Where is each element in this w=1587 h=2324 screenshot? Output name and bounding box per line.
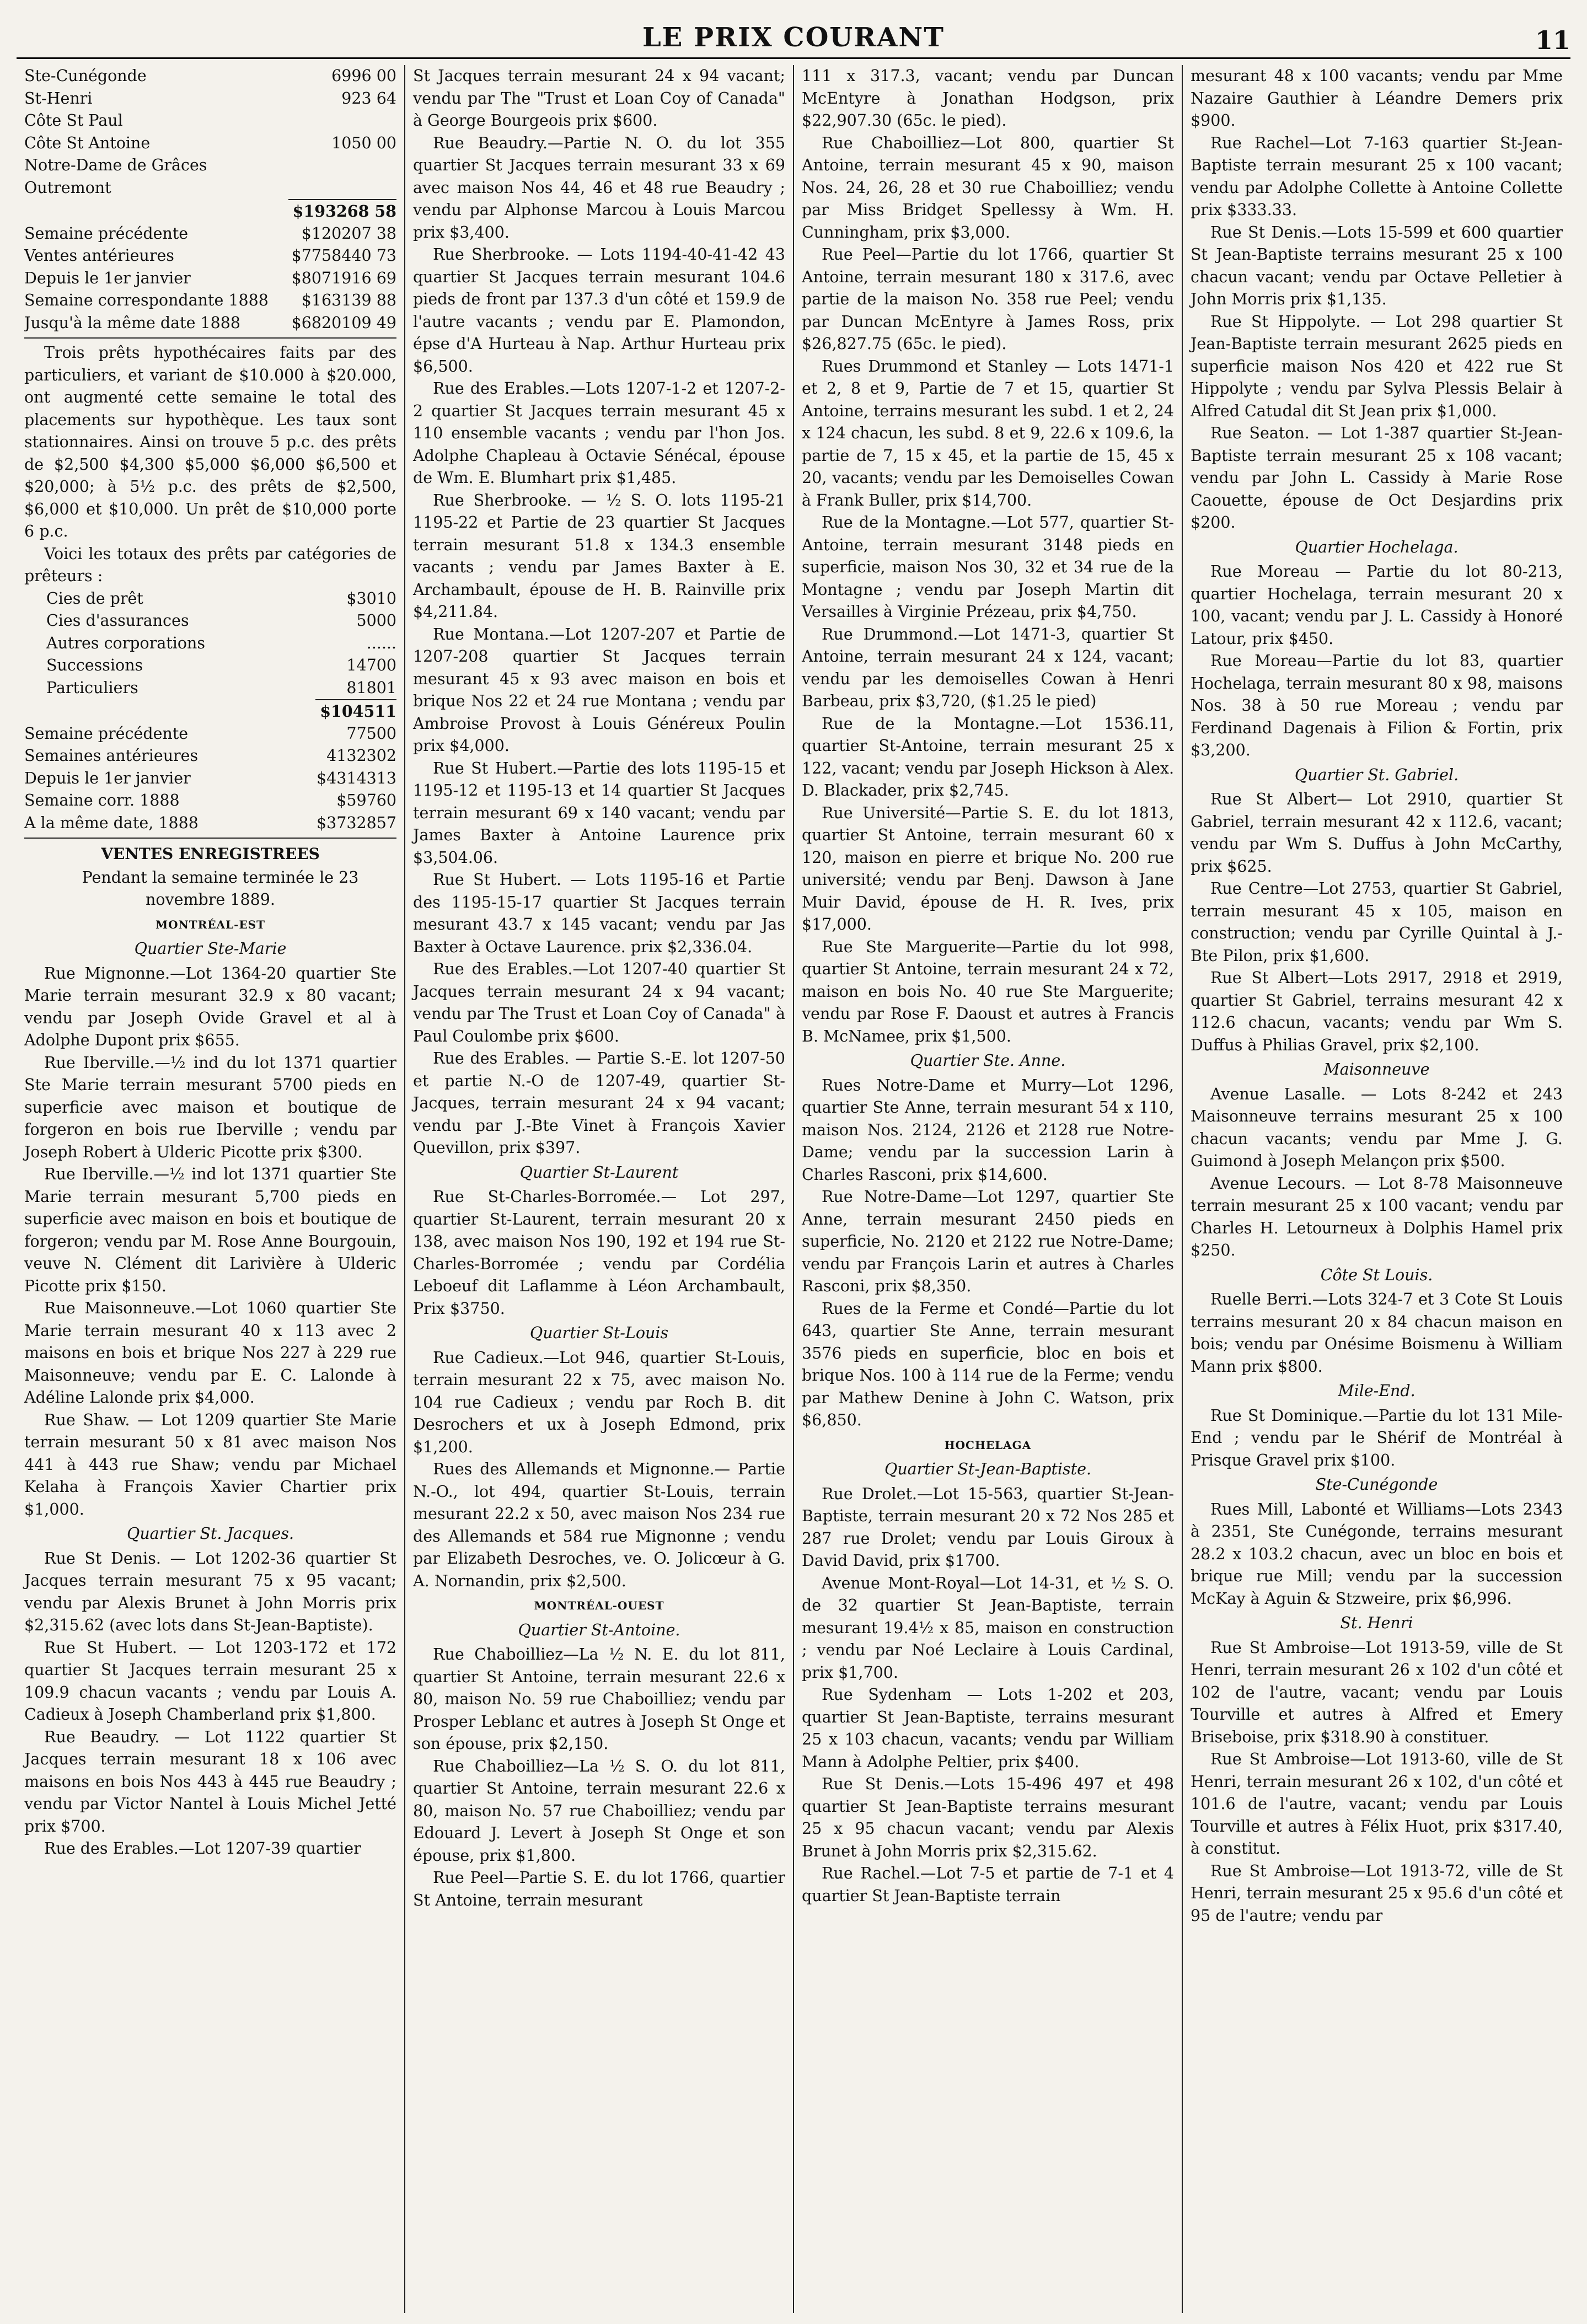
entries-list bbox=[1191, 1289, 1563, 1378]
stat-value: 1050 00 bbox=[331, 133, 396, 152]
entries-list bbox=[1191, 1637, 1563, 1928]
stats-table bbox=[24, 65, 396, 199]
quartier-heading: Quartier St-Louis bbox=[529, 1324, 669, 1342]
sale-entry: Rue Ste Marguerite—Partie du lot 998, quartier St Antoine, terrain mesurant 24 x 72, maison en bois No. 40 rue Ste Marguerite; vendu par Rose F. Daoust et autres à Francis B. McNamee, prix $1,500. bbox=[802, 937, 1174, 1045]
stat-row bbox=[24, 223, 396, 245]
stat-row bbox=[24, 767, 396, 790]
sale-entry: Rue Iberville.—½ ind lot 1371 quartier Ste Marie terrain mesurant 5,700 pieds en superficie avec maison en bois et boutique de forgeron; vendu par M. Rose Anne Bourgouin, veuve N. Clément dit Larivière à Ulderic Picotte prix $150. bbox=[24, 1165, 396, 1295]
quartier-heading: Quartier Ste. Anne. bbox=[910, 1051, 1066, 1070]
stat-value bbox=[392, 110, 396, 132]
stat-row bbox=[24, 110, 396, 132]
stat-value: $6820109 49 bbox=[291, 313, 396, 332]
sale-entry: St Jacques terrain mesurant 24 x 94 vacant; vendu par The "Trust et Loan Coy of Canada" à George Bourgeois prix $600. bbox=[413, 67, 785, 130]
stat-value bbox=[392, 177, 396, 200]
quartier-heading: Quartier Hochelaga. bbox=[1295, 538, 1459, 556]
sale-entry: Rue St-Charles-Borromée.— Lot 297, quartier St-Laurent, terrain mesurant 20 x 138, avec maison Nos 190, 192 et 194 rue St-Charles-Borromée ; vendu par Cordélia Leboeuf dit Laflamme à Léon Archambault, Prix $3750. bbox=[413, 1188, 785, 1318]
sale-entry: Rue Rachel—Lot 7-163 quartier St-Jean-Baptiste terrain mesurant 25 x 100 vacant; vendu par Adolphe Collette à Antoine Collette prix $333.33. bbox=[1191, 133, 1563, 219]
stat-value: $4314313 bbox=[316, 769, 396, 787]
sale-entry: Rue Beaudry. — Lot 1122 quartier St Jacques terrain mesurant 18 x 106 avec maisons en bois Nos 443 à 445 rue Beaudry ; vendu par Victor Nantel à Louis Michel Jetté prix $700. bbox=[24, 1727, 396, 1835]
stat-row bbox=[24, 267, 396, 290]
sale-entry: Rues Mill, Labonté et Williams—Lots 2343 à 2351, Ste Cunégonde, terrains mesurant 28.2 x 103.2 chacun, avec un bloc en bois et brique rue Mill; vendu par la succession McKay à Aguin & Stzweire, prix $6,996. bbox=[1191, 1500, 1563, 1608]
quartier-heading: Maisonneuve bbox=[1323, 1060, 1430, 1078]
sale-entry: Avenue Lecours. — Lot 8-78 Maisonneuve terrain mesurant 25 x 100 vacant; vendu par Charles H. Letourneux à Dolphis Hamel prix $250. bbox=[1191, 1174, 1563, 1259]
entries-list bbox=[24, 963, 396, 1521]
stat-value: 923 64 bbox=[341, 89, 396, 108]
sale-entry: Rue Moreau—Partie du lot 83, quartier Hochelaga, terrain mesurant 80 x 98, maisons Nos. 38 à 50 rue Moreau ; vendu par Ferdinand Dagenais à Filion & Fortin, prix $3,200. bbox=[1191, 652, 1563, 759]
stat-row bbox=[24, 65, 396, 88]
masthead bbox=[17, 22, 1570, 66]
stat-row bbox=[24, 790, 396, 812]
sale-entry: Rue de la Montagne.—Lot 1536.11, quartier St-Antoine, terrain mesurant 25 x 122, vacant; vendu par Joseph Hickson à Alex. D. Blackader, prix $2,745. bbox=[802, 714, 1174, 799]
stat-value: 5000 bbox=[356, 611, 396, 630]
entries-list bbox=[802, 1483, 1174, 1908]
entries-list bbox=[1191, 65, 1563, 534]
stat-row bbox=[24, 88, 396, 110]
stat-value: 14700 bbox=[346, 656, 396, 674]
stat-label: Côte St Paul bbox=[24, 111, 123, 130]
page-number: 11 bbox=[1535, 25, 1570, 55]
sale-entry: Rue Notre-Dame—Lot 1297, quartier Ste Anne, terrain mesurant 2450 pieds en superficie, No. 2120 et 2122 rue Notre-Dame; vendu par François Larin et autres à Charles Rasconi, prix $8,350. bbox=[802, 1188, 1174, 1295]
stat-row bbox=[24, 177, 396, 200]
sale-entry: Rue Peel—Partie du lot 1766, quartier St Antoine, terrain mesurant 180 x 317.6, avec partie de la maison No. 358 rue Peel; vendu par Duncan McEntyre à James Ross, prix $26,827.75 (65c. le pied). bbox=[802, 245, 1174, 353]
stat-label: Semaine précédente bbox=[24, 224, 189, 243]
sale-entry: Rue Maisonneuve.—Lot 1060 quartier Ste Marie terrain mesurant 40 x 113 avec 2 maisons en bois et brique Nos 227 à 229 rue Maisonneuve; vendu par E. C. Lalonde à Adéline Lalonde prix $4,000. bbox=[24, 1299, 396, 1407]
stat-row bbox=[24, 245, 396, 267]
sale-entry: Rue St Denis. — Lot 1202-36 quartier St Jacques terrain mesurant 75 x 95 vacant; vendu par Alexis Brunet à John Morris prix $2,315.62 (avec lots dans St-Jean-Baptiste). bbox=[24, 1549, 396, 1634]
categories-total-row bbox=[24, 699, 396, 723]
sale-entry: Rue Université—Partie S. E. du lot 1813, quartier St Antoine, terrain mesurant 60 x 120, maison en pierre et brique No. 200 rue université; vendu par Benj. Dawson à Jane Muir David, épouse de H. R. Ives, prix $17,000. bbox=[802, 803, 1174, 933]
stat-label: Semaine corr. 1888 bbox=[24, 791, 180, 809]
sale-entry: Rue Moreau — Partie du lot 80-213, quartier Hochelaga, terrain mesurant 20 x 100, vacant; vendu par J. L. Cassidy à Honoré Latour, prix $450. bbox=[1191, 562, 1563, 648]
sale-entry: Rue Chaboilliez—La ½ S. O. du lot 811, quartier St Antoine, terrain mesurant 22.6 x 80, maison No. 57 rue Chaboilliez; vendu par Edouard J. Levert à Joseph St Onge et son épouse, prix $1,800. bbox=[413, 1757, 785, 1865]
stat-label: Ventes antérieures bbox=[24, 246, 174, 265]
quartier-heading: St. Henri bbox=[1340, 1614, 1413, 1632]
stat-label: Semaines antérieures bbox=[24, 747, 199, 765]
sale-entry: mesurant 48 x 100 vacants; vendu par Mme Nazaire Gauthier à Léandre Demers prix $900. bbox=[1191, 67, 1563, 130]
quartier-heading: Quartier St-Jean-Baptiste. bbox=[884, 1460, 1092, 1478]
quartier-heading: Quartier Ste-Marie bbox=[134, 940, 287, 958]
entries-list bbox=[1191, 1405, 1563, 1472]
stat-label: Cies de prêt bbox=[46, 589, 143, 608]
sale-entry: Rue Shaw. — Lot 1209 quartier Ste Marie terrain mesurant 50 x 81 avec maison Nos 441 à 443 rue Shaw; vendu par Michael Kelaha à François Xavier Chartier prix $1,000. bbox=[24, 1410, 396, 1518]
stat-row bbox=[24, 312, 396, 335]
sale-entry: Rue Drolet.—Lot 15-563, quartier St-Jean-Baptiste, terrain mesurant 20 x 72 Nos 285 et 287 rue Drolet; vendu par Louis Giroux à David David, prix $1700. bbox=[802, 1484, 1174, 1570]
quartier-heading: Côte St Louis. bbox=[1320, 1265, 1433, 1284]
section-title-ventes: VENTES ENREGISTREES bbox=[101, 845, 320, 863]
stat-value: 4132302 bbox=[326, 747, 396, 765]
sale-entry: Rue St Hubert. — Lot 1203-172 et 172 quartier St Jacques terrain mesurant 25 x 109.9 chacun vacants ; vendu par Louis A. Cadieux à Joseph Chamberland prix $1,800. bbox=[24, 1638, 396, 1724]
entries-list bbox=[1191, 788, 1563, 1056]
stat-label: Depuis le 1er janvier bbox=[24, 269, 191, 287]
sale-entry: Rues Drummond et Stanley — Lots 1471-1 et 2, 8 et 9, Partie de 7 et 15, quartier St Antoine, terrains mesurant les subd. 1 et 2, 24 x 124 chacun, les subd. 8 et 9, 22.6 x 109.6, la partie de 7, 15 x 45, et la partie de 15, 45 x 20, vacants; vendu par les Demoiselles Cowan à Frank Buller, prix $14,700. bbox=[802, 357, 1174, 509]
sale-entry: Rue St Albert—Lots 2917, 2918 et 2919, quartier St Gabriel, terrains mesurant 42 x 112.6 chacun, vacants; vendu par Wm S. Duffus à Philias Gravel, prix $2,100. bbox=[1191, 969, 1563, 1054]
categories-total: $104511 bbox=[315, 699, 396, 723]
stats-total: $193268 58 bbox=[288, 199, 396, 223]
sale-entry: Rue des Erables.—Lots 1207-1-2 et 1207-2-2 quartier St Jacques terrain mesurant 45 x 110 ensemble vacants ; vendu par l'hon Jos. Adolphe Chapleau à Octavie Sénécal, épouse de Wm. E. Blumhart prix $1,485. bbox=[413, 379, 785, 487]
sale-entry: Rue St Hubert. — Lots 1195-16 et Partie des 1195-15-17 quartier St Jacques terrain mesurant 43.7 x 145 vacant; vendu par Jas Baxter à Octave Laurence. prix $2,336.04. bbox=[413, 871, 785, 956]
entries-list bbox=[802, 1075, 1174, 1432]
masthead-rule bbox=[17, 57, 1570, 59]
stats-table-2 bbox=[24, 223, 396, 335]
sale-entry: Rue St Denis.—Lots 15-599 et 600 quartier St Jean-Baptiste terrains mesurant 25 x 100 chacun vacant; vendu par Octave Pelletier à John Morris prix $1,135. bbox=[1191, 223, 1563, 308]
stat-value: 6996 00 bbox=[331, 67, 396, 85]
district-heading: HOCHELAGA bbox=[944, 1438, 1032, 1452]
entries-list bbox=[1191, 561, 1563, 762]
sale-entry: Rue Rachel.—Lot 7-5 et partie de 7-1 et 4 quartier St Jean-Baptiste terrain bbox=[802, 1864, 1174, 1905]
stat-label: Notre-Dame de Grâces bbox=[24, 156, 207, 174]
stat-row bbox=[24, 745, 396, 767]
sale-entry: Rues de la Ferme et Condé—Partie du lot 643, quartier Ste Anne, terrain mesurant 3576 pieds en superficie, bloc en bois et brique Nos. 100 à 114 rue de la Ferme; vendu par Mathew Denine à John C. Watson, prix $6,850. bbox=[802, 1299, 1174, 1429]
stat-label: Côte St Antoine bbox=[24, 133, 151, 152]
stat-label: Particuliers bbox=[46, 678, 138, 697]
sale-entry: Rue Iberville.—½ ind du lot 1371 quartier Ste Marie terrain mesurant 5700 pieds en superficie avec maison et boutique de forgeron en bois rue Iberville ; vendu par Joseph Robert à Ulderic Picotte prix $300. bbox=[24, 1053, 396, 1161]
newspaper-title: LE PRIX COURANT bbox=[642, 22, 945, 53]
entries-list bbox=[413, 65, 785, 1160]
stat-label: Semaine correspondante 1888 bbox=[24, 291, 269, 309]
district-heading: MONTRÉAL-OUEST bbox=[534, 1599, 664, 1612]
sale-entry: Rue Mignonne.—Lot 1364-20 quartier Ste Marie terrain mesurant 32.9 x 80 vacant; vendu par Joseph Ovide Gravel et al à Adolphe Dupont prix $655. bbox=[24, 964, 396, 1049]
stat-row bbox=[24, 132, 396, 155]
stat-value: $120207 38 bbox=[301, 224, 396, 243]
sale-entry: Rue St Denis.—Lots 15-496 497 et 498 quartier St Jean-Baptiste terrains mesurant 25 x 95 chacun vacant; vendu par Alexis Brunet à John Morris prix $2,315.62. bbox=[802, 1775, 1174, 1860]
entries-list bbox=[413, 1347, 785, 1593]
sale-entry: Rue Sherbrooke. — ½ S. O. lots 1195-21 1195-22 et Partie de 23 quartier St Jacques terrain mesurant 51.8 x 134.3 ensemble vacants ; vendu par James Baxter à E. Archambault, épouse de H. B. Rainville prix $4,211.84. bbox=[413, 491, 785, 621]
stat-value: $163139 88 bbox=[301, 291, 396, 309]
sale-entry: Rue de la Montagne.—Lot 577, quartier St-Antoine, terrain mesurant 3148 pieds en superficie, maison Nos 30, 32 et 34 rue de la Montagne ; vendu par Joseph Martin dit Versailles à Virginie Prézeau, prix $4,750. bbox=[802, 513, 1174, 621]
column-2 bbox=[405, 65, 794, 2313]
sale-entry: Ruelle Berri.—Lots 324-7 et 3 Cote St Louis terrains mesurant 20 x 84 chacun maison en bois; vendu par Onésime Boismenu à William Mann prix $800. bbox=[1191, 1290, 1563, 1376]
stat-row bbox=[46, 677, 396, 700]
categories-table bbox=[24, 588, 396, 700]
ventes-subtitle: Pendant la semaine terminée le 23 novembre 1889. bbox=[82, 868, 359, 909]
sale-entry: Rue Sydenham — Lots 1-202 et 203, quartier St Jean-Baptiste, terrains mesurant 25 x 103 chacun, vacants; vendu par William Mann à Adolphe Peltier, prix $400. bbox=[802, 1686, 1174, 1771]
sale-entry: Rue des Erables. — Partie S.-E. lot 1207-50 et partie N.-O de 1207-49, quartier St-Jacques, terrain mesurant 24 x 94 vacant; vendu par J.-Bte Vinet à François Xavier Quevillon, prix $397. bbox=[413, 1049, 785, 1157]
entries-list bbox=[24, 1548, 396, 1860]
entries-list bbox=[1191, 1499, 1563, 1611]
stat-value: $7758440 73 bbox=[291, 246, 396, 265]
sale-entry: Rue Sherbrooke. — Lots 1194-40-41-42 43 quartier St Jacques terrain mesurant 104.6 pieds de front par 137.3 d'un côté et 159.9 de l'autre vacants ; vendu par E. Plamondon, épse d'A Hurteau à Nap. Arthur Hurteau prix $6,500. bbox=[413, 245, 785, 375]
sale-entry: Rue des Erables.—Lot 1207-39 quartier bbox=[44, 1839, 361, 1858]
quartier-heading: Mile-End. bbox=[1338, 1382, 1416, 1400]
entries-list bbox=[413, 1186, 785, 1320]
sale-entry: Rue St Ambroise—Lot 1913-72, ville de St Henri, terrain mesurant 25 x 95.6 d'un côté et 95 de l'autre; vendu par bbox=[1191, 1861, 1563, 1925]
categories-table-2 bbox=[24, 723, 396, 835]
sale-entry: 111 x 317.3, vacant; vendu par Duncan McEntyre à Jonathan Hodgson, prix $22,907.30 (65c. le pied). bbox=[802, 67, 1174, 130]
quartier-heading: Quartier St. Jacques. bbox=[126, 1525, 294, 1543]
columns bbox=[17, 65, 1570, 2313]
stat-label: Cies d'assurances bbox=[46, 611, 189, 630]
categories-intro: Voici les totaux des prêts par catégories de prêteurs : bbox=[24, 544, 396, 585]
sale-entry: Avenue Lasalle. — Lots 8-242 et 243 Maisonneuve terrains mesurant 25 x 100 chacun vacants; vendu par Mme J. G. Guimond à Joseph Melançon prix $500. bbox=[1191, 1085, 1563, 1170]
sale-entry: Rue Centre—Lot 2753, quartier St Gabriel, terrain mesurant 45 x 105, maison en construction; vendu par Cyrille Quintal à J.-Bte Pilon, prix $1,600. bbox=[1191, 879, 1563, 965]
sale-entry: Rue Chaboilliez—Lot 800, quartier St Antoine, terrain mesurant 45 x 90, maison Nos. 24, 26, 28 et 30 rue Chaboilliez; vendu par Miss Bridget Spellessy à Wm. H. Cunningham, prix $3,000. bbox=[802, 133, 1174, 241]
stat-label: Successions bbox=[46, 656, 143, 674]
stat-value: $8071916 69 bbox=[291, 269, 396, 287]
sale-entry: Rue Cadieux.—Lot 946, quartier St-Louis, terrain mesurant 22 x 75, avec maison No. 104 rue Cadieux ; vendu par Roch B. dit Desrochers et ux à Joseph Edmond, prix $1,200. bbox=[413, 1348, 785, 1456]
stat-value: ...... bbox=[366, 634, 396, 652]
sale-entry: Rue Beaudry.—Partie N. O. du lot 355 quartier St Jacques terrain mesurant 33 x 69 avec maison Nos 44, 46 et 48 rue Beaudry ; vendu par Alphonse Marcou à Louis Marcou prix $3,400. bbox=[413, 133, 785, 241]
sale-entry: Rues des Allemands et Mignonne.— Partie N.-O., lot 494, quartier St-Louis, terrain mesurant 22.2 x 50, avec maison Nos 234 rue des Allemands et 584 rue Mignonne ; vendu par Elizabeth Desroches, ve. O. Jolicœur à G. A. Nornandin, prix $2,500. bbox=[413, 1460, 785, 1590]
stat-label: Autres corporations bbox=[46, 634, 206, 652]
stat-label: Semaine précédente bbox=[24, 724, 189, 743]
quartier-heading: Ste-Cunégonde bbox=[1315, 1475, 1438, 1494]
sale-entry: Rue Peel—Partie S. E. du lot 1766, quartier St Antoine, terrain mesurant bbox=[413, 1869, 785, 1909]
prets-paragraph: Trois prêts hypothécaires faits par des particuliers, et variant de $10.000 à $20.000, ont augmenté cette semaine le total des placements sur hypothèque. Les taux sont stationnaires. Ainsi on trouve 5 p.c. des prêts de $2,500 $4,300 $5,000 $6,000 $6,500 et $20,000; à 5½ p.c. des prêts de $2,500, $6,000 et $10,000. Un prêt de $10,000 porte 6 p.c. bbox=[24, 343, 396, 540]
stat-label: Outremont bbox=[24, 178, 111, 197]
entries-list bbox=[413, 1644, 785, 1912]
divider bbox=[24, 337, 396, 339]
stat-value: 81801 bbox=[346, 678, 396, 697]
stat-value: 77500 bbox=[346, 724, 396, 743]
quartier-heading: Quartier St-Laurent bbox=[519, 1163, 679, 1182]
column-1 bbox=[17, 65, 405, 2313]
column-3 bbox=[794, 65, 1183, 2313]
divider bbox=[24, 838, 396, 839]
district-heading: MONTRÉAL-EST bbox=[155, 917, 266, 931]
sale-entry: Rue St Albert— Lot 2910, quartier St Gabriel, terrain mesurant 42 x 112.6, vacant; vendu par Wm S. Duffus à John McCarthy, prix $625. bbox=[1191, 790, 1563, 876]
stat-row bbox=[24, 812, 396, 835]
stat-label: Depuis le 1er janvier bbox=[24, 769, 191, 787]
sale-entry: Rue St Ambroise—Lot 1913-59, ville de St Henri, terrain mesurant 26 x 102 d'un côté et 102 de l'autre, vacant; vendu par Louis Tourville et autres à Alfred et Emery Briseboise, prix $318.90 à constituer. bbox=[1191, 1638, 1563, 1746]
entries-list bbox=[1191, 1083, 1563, 1262]
sale-entry: Rue St Hippolyte. — Lot 298 quartier St Jean-Baptiste terrain mesurant 2625 pieds en superficie maison Nos 420 et 422 rue St Hippolyte ; vendu par Sylva Plessis Belair à Alfred Catudal dit St Jean prix $1,000. bbox=[1191, 312, 1563, 420]
stat-row bbox=[24, 723, 396, 745]
stat-value: $3010 bbox=[346, 589, 396, 608]
sale-entry: Rue Montana.—Lot 1207-207 et Partie de 1207-208 quartier St Jacques terrain mesurant 45 x 93 avec maison en bois et brique Nos 22 et 24 rue Montana ; vendu par Ambroise Provost à Louis Généreux Poulin prix $4,000. bbox=[413, 625, 785, 755]
stat-row bbox=[46, 654, 396, 677]
stat-row bbox=[46, 610, 396, 632]
sale-entry: Rues Notre-Dame et Murry—Lot 1296, quartier Ste Anne, terrain mesurant 54 x 110, maison Nos. 2124, 2126 et 2128 rue Notre-Dame; vendu par la succession Larin à Charles Rasconi, prix $14,600. bbox=[802, 1076, 1174, 1184]
sale-entry: Rue Seaton. — Lot 1-387 quartier St-Jean-Baptiste terrain mesurant 25 x 108 vacant; vendu par John L. Cassidy à Marie Rose Caouette, épouse de Oct Desjardins prix $200. bbox=[1191, 424, 1563, 532]
sale-entry: Rue St Hubert.—Partie des lots 1195-15 et 1195-12 et 1195-13 et 14 quartier St Jacques terrain mesurant 69 x 140 vacant; vendu par James Baxter à Antoine Laurence prix $3,504.06. bbox=[413, 759, 785, 867]
sale-entry: Rue Chaboilliez—La ½ N. E. du lot 811, quartier St Antoine, terrain mesurant 22.6 x 80, maison No. 59 rue Chaboilliez; vendu par Prosper Leblanc et autres à Joseph St Onge et son épouse, prix $2,150. bbox=[413, 1645, 785, 1753]
stat-value bbox=[392, 154, 396, 177]
stat-row bbox=[46, 632, 396, 655]
column-4 bbox=[1183, 65, 1570, 2313]
sale-entry: Rue Drummond.—Lot 1471-3, quartier St Antoine, terrain mesurant 24 x 124, vacant; vendu par les demoiselles Cowan à Henri Barbeau, prix $3,720, ($1.25 le pied) bbox=[802, 625, 1174, 710]
sale-entry: Rue St Ambroise—Lot 1913-60, ville de St Henri, terrain mesurant 26 x 102, d'un côté et 101.6 de l'autre, vacant; vendu par Louis Tourville et autres à Félix Huot, prix $317.40, à constitut. bbox=[1191, 1750, 1563, 1858]
quartier-heading: Quartier St-Antoine. bbox=[518, 1620, 680, 1639]
stat-value: $3732857 bbox=[316, 813, 396, 832]
stat-row bbox=[24, 289, 396, 312]
stat-label: St-Henri bbox=[24, 89, 93, 108]
entries-list bbox=[802, 65, 1174, 1048]
sale-entry: Rue des Erables.—Lot 1207-40 quartier St Jacques terrain mesurant 24 x 94 vacant; vendu par The Trust et Loan Coy of Canada" à Paul Coulombe prix $600. bbox=[413, 960, 785, 1045]
stat-row bbox=[46, 588, 396, 610]
stat-value: $59760 bbox=[336, 791, 396, 809]
stat-label: Jusqu'à la même date 1888 bbox=[24, 313, 241, 332]
sale-entry: Rue St Dominique.—Partie du lot 131 Mile-End ; vendu par le Shérif de Montréal à Prisque Gravel prix $100. bbox=[1191, 1406, 1563, 1469]
quartier-heading: Quartier St. Gabriel. bbox=[1294, 765, 1459, 784]
stat-label: A la même date, 1888 bbox=[24, 813, 199, 832]
stats-total-row bbox=[24, 199, 396, 223]
stat-row bbox=[24, 154, 396, 177]
sale-entry: Avenue Mont-Royal—Lot 14-31, et ½ S. O. de 32 quartier St Jean-Baptiste, terrain mesurant 19.4½ x 85, maison en construction ; vendu par Noé Leclaire à Louis Cardinal, prix $1,700. bbox=[802, 1574, 1174, 1682]
stat-label: Ste-Cunégonde bbox=[24, 67, 147, 85]
